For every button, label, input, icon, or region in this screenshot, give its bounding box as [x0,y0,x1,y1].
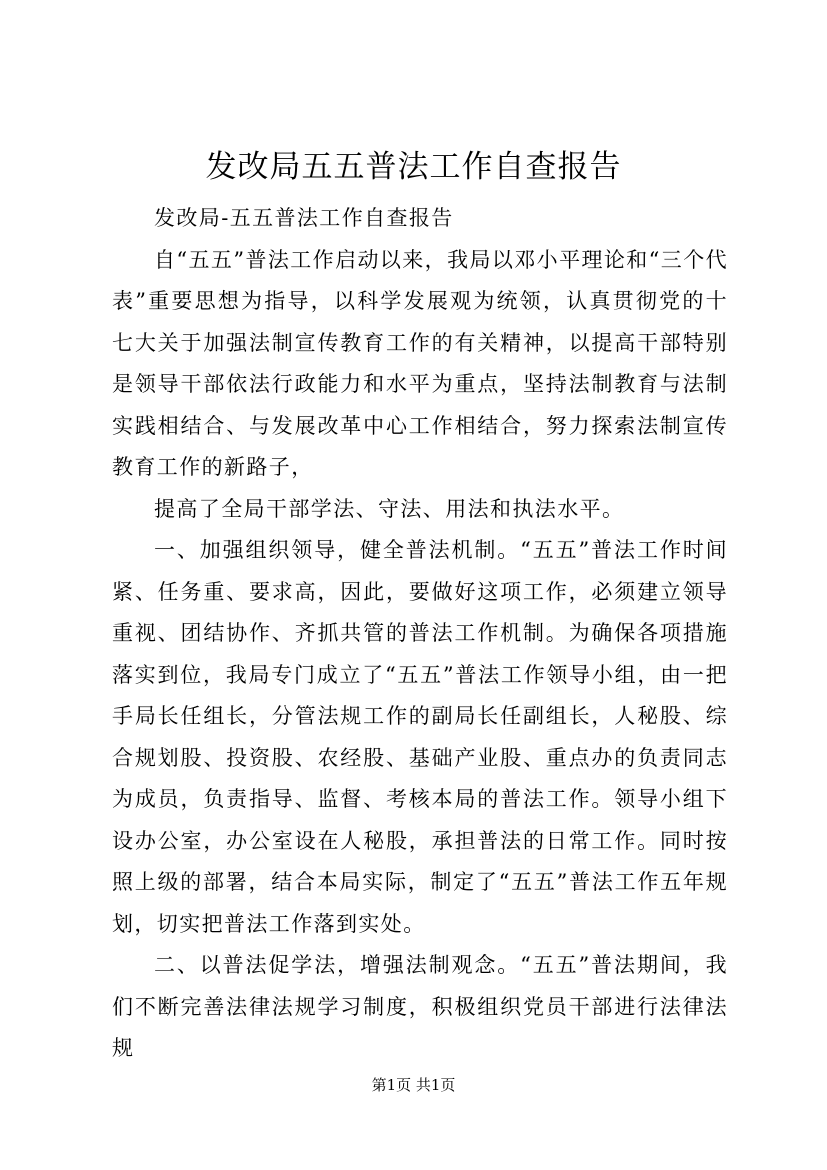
paragraph-intro: 自“五五”普法工作启动以来，我局以邓小平理论和“三个代表”重要思想为指导，以科学发展观为统领，认真贯彻党的十七大关于加强法制宣传教育工作的有关精神，以提高干部特别是领导干部依法行政能力和水平为重点，坚持法制教育与法制实践相结合、与发展改革中心工作相结合，努力探索法制宣传教育工作的新路子， [112,247,729,479]
page-footer: 第1页 共1页 [371,1076,456,1094]
paragraph-section-one: 一、加强组织领导，健全普法机制。“五五”普法工作时间紧、任务重、要求高，因此，要做好这项工作，必须建立领导重视、团结协作、齐抓共管的普法工作机制。为确保各项措施落实到位，我局专门成立了“五五”普法工作领导小组，由一把手局长任组长，分管法规工作的副局长任副组长，人秘股、综合规划股、投资股、农经股、基础产业股、重点办的负责同志为成员，负责指导、监督、考核本局的普法工作。领导小组下设办公室，办公室设在人秘股，承担普法的日常工作。同时按照上级的部署，结合本局实际，制定了“五五”普法工作五年规划，切实把普法工作落到实处。 [112,538,728,936]
document-body [112,198,728,1070]
paragraph-section-two: 二、以普法促学法，增强法制观念。“五五”普法期间，我们不断完善法律法规学习制度，积极组织党员干部进行法律法规 [112,953,728,1060]
paragraph-subtitle: 发改局-五五普法工作自查报告 [154,206,454,230]
paragraph-summary: 提高了全局干部学法、守法、用法和执法水平。 [154,496,625,521]
document-title: 发改局五五普法工作自查报告 [205,149,622,185]
